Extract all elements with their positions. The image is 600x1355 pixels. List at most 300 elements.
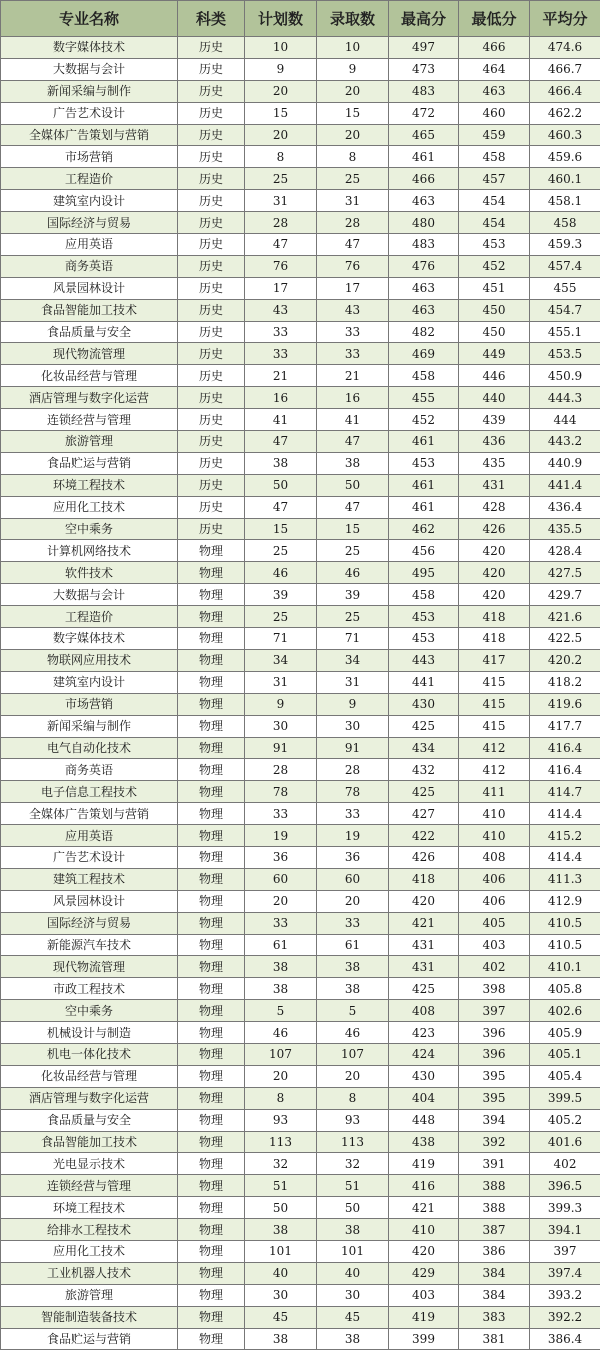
cell-subject-category: 物理 [178, 1022, 245, 1044]
cell-avg-score: 457.4 [530, 255, 600, 277]
cell-major-name: 新闻采编与制作 [1, 715, 178, 737]
table-row [1, 1131, 600, 1153]
table-row [1, 628, 600, 650]
cell-subject-category: 历史 [178, 255, 245, 277]
table-row [1, 168, 600, 190]
cell-avg-score: 427.5 [530, 562, 600, 584]
cell-min-score: 412 [459, 737, 530, 759]
cell-min-score: 406 [459, 868, 530, 890]
cell-planned-count: 25 [245, 168, 317, 190]
cell-major-name: 软件技术 [1, 562, 178, 584]
cell-admitted-count: 10 [317, 37, 389, 59]
cell-major-name: 风景园林设计 [1, 890, 178, 912]
cell-min-score: 417 [459, 649, 530, 671]
cell-admitted-count: 107 [317, 1043, 389, 1065]
cell-admitted-count: 50 [317, 1197, 389, 1219]
cell-admitted-count: 15 [317, 518, 389, 540]
cell-major-name: 现代物流管理 [1, 956, 178, 978]
cell-planned-count: 38 [245, 956, 317, 978]
cell-avg-score: 440.9 [530, 452, 600, 474]
cell-planned-count: 21 [245, 365, 317, 387]
cell-avg-score: 416.4 [530, 737, 600, 759]
table-row [1, 255, 600, 277]
cell-subject-category: 历史 [178, 58, 245, 80]
table-row [1, 212, 600, 234]
cell-min-score: 454 [459, 212, 530, 234]
cell-major-name: 建筑室内设计 [1, 190, 178, 212]
table-row [1, 431, 600, 453]
cell-max-score: 482 [389, 321, 459, 343]
cell-avg-score: 422.5 [530, 628, 600, 650]
cell-major-name: 建筑工程技术 [1, 868, 178, 890]
cell-max-score: 431 [389, 934, 459, 956]
cell-major-name: 商务英语 [1, 759, 178, 781]
cell-max-score: 456 [389, 540, 459, 562]
table-row [1, 825, 600, 847]
cell-max-score: 448 [389, 1109, 459, 1131]
table-row [1, 649, 600, 671]
table-row [1, 1087, 600, 1109]
cell-avg-score: 412.9 [530, 890, 600, 912]
table-row [1, 934, 600, 956]
cell-subject-category: 物理 [178, 956, 245, 978]
table-row [1, 102, 600, 124]
cell-admitted-count: 38 [317, 452, 389, 474]
cell-max-score: 410 [389, 1219, 459, 1241]
cell-admitted-count: 39 [317, 584, 389, 606]
header-subject-category: 科类 [178, 1, 245, 37]
cell-min-score: 451 [459, 277, 530, 299]
cell-min-score: 454 [459, 190, 530, 212]
cell-planned-count: 33 [245, 321, 317, 343]
cell-subject-category: 物理 [178, 1219, 245, 1241]
cell-min-score: 436 [459, 431, 530, 453]
table-row [1, 37, 600, 59]
cell-major-name: 全媒体广告策划与营销 [1, 803, 178, 825]
cell-avg-score: 399.5 [530, 1087, 600, 1109]
cell-min-score: 381 [459, 1328, 530, 1350]
cell-major-name: 机械设计与制造 [1, 1022, 178, 1044]
cell-planned-count: 16 [245, 387, 317, 409]
cell-admitted-count: 47 [317, 496, 389, 518]
cell-subject-category: 物理 [178, 628, 245, 650]
table-row [1, 693, 600, 715]
cell-major-name: 工程造价 [1, 168, 178, 190]
cell-min-score: 449 [459, 343, 530, 365]
table-row [1, 978, 600, 1000]
cell-admitted-count: 60 [317, 868, 389, 890]
cell-max-score: 453 [389, 606, 459, 628]
cell-admitted-count: 47 [317, 234, 389, 256]
cell-admitted-count: 71 [317, 628, 389, 650]
cell-subject-category: 物理 [178, 825, 245, 847]
cell-avg-score: 386.4 [530, 1328, 600, 1350]
table-row [1, 1153, 600, 1175]
cell-min-score: 391 [459, 1153, 530, 1175]
cell-admitted-count: 33 [317, 321, 389, 343]
cell-max-score: 476 [389, 255, 459, 277]
cell-major-name: 全媒体广告策划与营销 [1, 124, 178, 146]
cell-major-name: 广告艺术设计 [1, 846, 178, 868]
cell-avg-score: 410.1 [530, 956, 600, 978]
cell-max-score: 458 [389, 365, 459, 387]
cell-subject-category: 物理 [178, 1065, 245, 1087]
table-row [1, 387, 600, 409]
cell-subject-category: 物理 [178, 1262, 245, 1284]
cell-admitted-count: 25 [317, 540, 389, 562]
cell-admitted-count: 38 [317, 956, 389, 978]
cell-subject-category: 物理 [178, 846, 245, 868]
cell-planned-count: 30 [245, 715, 317, 737]
table-row [1, 1328, 600, 1350]
header-planned-count: 计划数 [245, 1, 317, 37]
cell-subject-category: 物理 [178, 693, 245, 715]
cell-min-score: 440 [459, 387, 530, 409]
table-row [1, 584, 600, 606]
cell-major-name: 应用化工技术 [1, 496, 178, 518]
cell-planned-count: 76 [245, 255, 317, 277]
cell-subject-category: 物理 [178, 978, 245, 1000]
cell-max-score: 465 [389, 124, 459, 146]
cell-min-score: 410 [459, 803, 530, 825]
cell-subject-category: 物理 [178, 1175, 245, 1197]
cell-avg-score: 460.3 [530, 124, 600, 146]
cell-planned-count: 78 [245, 781, 317, 803]
cell-planned-count: 31 [245, 671, 317, 693]
table-row [1, 803, 600, 825]
cell-avg-score: 405.8 [530, 978, 600, 1000]
cell-min-score: 446 [459, 365, 530, 387]
cell-admitted-count: 9 [317, 693, 389, 715]
cell-min-score: 418 [459, 628, 530, 650]
cell-max-score: 453 [389, 452, 459, 474]
cell-major-name: 工程造价 [1, 606, 178, 628]
cell-min-score: 458 [459, 146, 530, 168]
cell-min-score: 453 [459, 234, 530, 256]
cell-min-score: 464 [459, 58, 530, 80]
table-row [1, 1306, 600, 1328]
cell-admitted-count: 20 [317, 80, 389, 102]
cell-avg-score: 417.7 [530, 715, 600, 737]
cell-planned-count: 15 [245, 102, 317, 124]
cell-admitted-count: 20 [317, 890, 389, 912]
cell-max-score: 455 [389, 387, 459, 409]
cell-subject-category: 物理 [178, 562, 245, 584]
cell-min-score: 460 [459, 102, 530, 124]
table-row [1, 759, 600, 781]
cell-major-name: 大数据与会计 [1, 58, 178, 80]
cell-subject-category: 历史 [178, 37, 245, 59]
cell-admitted-count: 50 [317, 474, 389, 496]
cell-avg-score: 405.4 [530, 1065, 600, 1087]
cell-planned-count: 33 [245, 912, 317, 934]
cell-planned-count: 47 [245, 496, 317, 518]
cell-subject-category: 物理 [178, 1131, 245, 1153]
cell-avg-score: 405.2 [530, 1109, 600, 1131]
table-row [1, 343, 600, 365]
cell-avg-score: 458 [530, 212, 600, 234]
cell-planned-count: 60 [245, 868, 317, 890]
cell-min-score: 394 [459, 1109, 530, 1131]
cell-max-score: 463 [389, 277, 459, 299]
cell-min-score: 415 [459, 671, 530, 693]
cell-min-score: 431 [459, 474, 530, 496]
cell-admitted-count: 20 [317, 1065, 389, 1087]
cell-major-name: 大数据与会计 [1, 584, 178, 606]
cell-major-name: 食品质量与安全 [1, 1109, 178, 1131]
cell-planned-count: 47 [245, 234, 317, 256]
cell-avg-score: 405.1 [530, 1043, 600, 1065]
cell-planned-count: 10 [245, 37, 317, 59]
cell-avg-score: 453.5 [530, 343, 600, 365]
cell-major-name: 工业机器人技术 [1, 1262, 178, 1284]
cell-max-score: 426 [389, 846, 459, 868]
cell-avg-score: 460.1 [530, 168, 600, 190]
cell-subject-category: 历史 [178, 234, 245, 256]
table-row [1, 956, 600, 978]
cell-major-name: 机电一体化技术 [1, 1043, 178, 1065]
cell-subject-category: 物理 [178, 1000, 245, 1022]
cell-admitted-count: 46 [317, 1022, 389, 1044]
cell-subject-category: 物理 [178, 912, 245, 934]
cell-max-score: 399 [389, 1328, 459, 1350]
header-row [1, 1, 600, 37]
cell-max-score: 420 [389, 1240, 459, 1262]
cell-admitted-count: 43 [317, 299, 389, 321]
cell-planned-count: 71 [245, 628, 317, 650]
cell-admitted-count: 91 [317, 737, 389, 759]
table-row [1, 146, 600, 168]
cell-subject-category: 历史 [178, 343, 245, 365]
cell-min-score: 386 [459, 1240, 530, 1262]
cell-max-score: 461 [389, 496, 459, 518]
cell-planned-count: 38 [245, 1328, 317, 1350]
cell-min-score: 428 [459, 496, 530, 518]
cell-major-name: 智能制造装备技术 [1, 1306, 178, 1328]
cell-planned-count: 20 [245, 80, 317, 102]
cell-max-score: 443 [389, 649, 459, 671]
cell-avg-score: 397.4 [530, 1262, 600, 1284]
header-avg-score: 平均分 [530, 1, 600, 37]
cell-avg-score: 414.4 [530, 803, 600, 825]
cell-max-score: 420 [389, 890, 459, 912]
cell-avg-score: 474.6 [530, 37, 600, 59]
cell-min-score: 395 [459, 1087, 530, 1109]
cell-subject-category: 物理 [178, 1153, 245, 1175]
cell-planned-count: 36 [245, 846, 317, 868]
cell-admitted-count: 34 [317, 649, 389, 671]
cell-max-score: 495 [389, 562, 459, 584]
table-row [1, 1000, 600, 1022]
cell-avg-score: 429.7 [530, 584, 600, 606]
cell-max-score: 463 [389, 299, 459, 321]
cell-max-score: 483 [389, 80, 459, 102]
cell-min-score: 415 [459, 715, 530, 737]
cell-planned-count: 25 [245, 540, 317, 562]
cell-min-score: 420 [459, 562, 530, 584]
cell-avg-score: 402 [530, 1153, 600, 1175]
cell-min-score: 388 [459, 1175, 530, 1197]
table-row [1, 1065, 600, 1087]
cell-avg-score: 418.2 [530, 671, 600, 693]
cell-major-name: 连锁经营与管理 [1, 409, 178, 431]
cell-admitted-count: 45 [317, 1306, 389, 1328]
cell-subject-category: 历史 [178, 496, 245, 518]
cell-planned-count: 34 [245, 649, 317, 671]
cell-min-score: 410 [459, 825, 530, 847]
cell-subject-category: 历史 [178, 212, 245, 234]
cell-avg-score: 420.2 [530, 649, 600, 671]
cell-planned-count: 20 [245, 124, 317, 146]
cell-avg-score: 441.4 [530, 474, 600, 496]
cell-planned-count: 91 [245, 737, 317, 759]
cell-major-name: 风景园林设计 [1, 277, 178, 299]
cell-planned-count: 25 [245, 606, 317, 628]
cell-max-score: 466 [389, 168, 459, 190]
cell-planned-count: 43 [245, 299, 317, 321]
cell-planned-count: 45 [245, 1306, 317, 1328]
cell-major-name: 电子信息工程技术 [1, 781, 178, 803]
cell-major-name: 市政工程技术 [1, 978, 178, 1000]
cell-avg-score: 419.6 [530, 693, 600, 715]
cell-major-name: 空中乘务 [1, 518, 178, 540]
cell-admitted-count: 38 [317, 1328, 389, 1350]
cell-max-score: 408 [389, 1000, 459, 1022]
cell-subject-category: 物理 [178, 890, 245, 912]
cell-subject-category: 历史 [178, 146, 245, 168]
cell-min-score: 457 [459, 168, 530, 190]
table-row [1, 890, 600, 912]
cell-avg-score: 410.5 [530, 912, 600, 934]
cell-max-score: 472 [389, 102, 459, 124]
table-row [1, 321, 600, 343]
cell-planned-count: 93 [245, 1109, 317, 1131]
cell-admitted-count: 38 [317, 1219, 389, 1241]
cell-avg-score: 401.6 [530, 1131, 600, 1153]
cell-subject-category: 历史 [178, 168, 245, 190]
cell-major-name: 连锁经营与管理 [1, 1175, 178, 1197]
cell-min-score: 397 [459, 1000, 530, 1022]
cell-max-score: 425 [389, 978, 459, 1000]
cell-admitted-count: 31 [317, 671, 389, 693]
table-row [1, 912, 600, 934]
cell-avg-score: 411.3 [530, 868, 600, 890]
cell-subject-category: 历史 [178, 387, 245, 409]
cell-avg-score: 450.9 [530, 365, 600, 387]
cell-subject-category: 物理 [178, 671, 245, 693]
cell-min-score: 398 [459, 978, 530, 1000]
cell-max-score: 458 [389, 584, 459, 606]
cell-avg-score: 455 [530, 277, 600, 299]
cell-max-score: 438 [389, 1131, 459, 1153]
cell-min-score: 384 [459, 1262, 530, 1284]
table-row [1, 496, 600, 518]
cell-major-name: 数字媒体技术 [1, 628, 178, 650]
cell-major-name: 市场营销 [1, 693, 178, 715]
cell-avg-score: 435.5 [530, 518, 600, 540]
cell-major-name: 新闻采编与制作 [1, 80, 178, 102]
cell-max-score: 434 [389, 737, 459, 759]
cell-admitted-count: 33 [317, 912, 389, 934]
table-row [1, 868, 600, 890]
cell-planned-count: 107 [245, 1043, 317, 1065]
cell-planned-count: 8 [245, 1087, 317, 1109]
cell-avg-score: 466.4 [530, 80, 600, 102]
cell-subject-category: 物理 [178, 1109, 245, 1131]
cell-subject-category: 历史 [178, 474, 245, 496]
cell-planned-count: 40 [245, 1262, 317, 1284]
cell-planned-count: 47 [245, 431, 317, 453]
cell-admitted-count: 25 [317, 606, 389, 628]
cell-planned-count: 8 [245, 146, 317, 168]
cell-admitted-count: 8 [317, 1087, 389, 1109]
cell-max-score: 416 [389, 1175, 459, 1197]
cell-planned-count: 17 [245, 277, 317, 299]
cell-subject-category: 物理 [178, 781, 245, 803]
cell-major-name: 酒店管理与数字化运营 [1, 1087, 178, 1109]
cell-planned-count: 15 [245, 518, 317, 540]
cell-major-name: 食品质量与安全 [1, 321, 178, 343]
table-row [1, 1240, 600, 1262]
cell-subject-category: 物理 [178, 1240, 245, 1262]
cell-avg-score: 466.7 [530, 58, 600, 80]
cell-planned-count: 50 [245, 474, 317, 496]
cell-major-name: 食品智能加工技术 [1, 299, 178, 321]
cell-planned-count: 28 [245, 212, 317, 234]
cell-planned-count: 46 [245, 1022, 317, 1044]
table-row [1, 1197, 600, 1219]
cell-major-name: 应用英语 [1, 234, 178, 256]
cell-planned-count: 51 [245, 1175, 317, 1197]
cell-major-name: 光电显示技术 [1, 1153, 178, 1175]
table-row [1, 1109, 600, 1131]
cell-max-score: 473 [389, 58, 459, 80]
table-row [1, 299, 600, 321]
cell-major-name: 应用英语 [1, 825, 178, 847]
cell-max-score: 461 [389, 431, 459, 453]
cell-min-score: 450 [459, 299, 530, 321]
cell-major-name: 应用化工技术 [1, 1240, 178, 1262]
table-row [1, 1284, 600, 1306]
cell-subject-category: 物理 [178, 803, 245, 825]
cell-min-score: 459 [459, 124, 530, 146]
cell-max-score: 453 [389, 628, 459, 650]
cell-admitted-count: 76 [317, 255, 389, 277]
cell-planned-count: 9 [245, 58, 317, 80]
cell-max-score: 430 [389, 693, 459, 715]
cell-max-score: 424 [389, 1043, 459, 1065]
cell-min-score: 405 [459, 912, 530, 934]
header-max-score: 最高分 [389, 1, 459, 37]
cell-planned-count: 20 [245, 890, 317, 912]
cell-subject-category: 物理 [178, 1306, 245, 1328]
cell-avg-score: 459.6 [530, 146, 600, 168]
cell-max-score: 463 [389, 190, 459, 212]
cell-avg-score: 397 [530, 1240, 600, 1262]
cell-max-score: 422 [389, 825, 459, 847]
cell-admitted-count: 8 [317, 146, 389, 168]
cell-planned-count: 20 [245, 1065, 317, 1087]
table-row [1, 277, 600, 299]
table-row [1, 540, 600, 562]
cell-major-name: 建筑室内设计 [1, 671, 178, 693]
cell-admitted-count: 20 [317, 124, 389, 146]
cell-subject-category: 历史 [178, 80, 245, 102]
cell-min-score: 384 [459, 1284, 530, 1306]
table-row [1, 1043, 600, 1065]
cell-admitted-count: 101 [317, 1240, 389, 1262]
cell-major-name: 国际经济与贸易 [1, 912, 178, 934]
